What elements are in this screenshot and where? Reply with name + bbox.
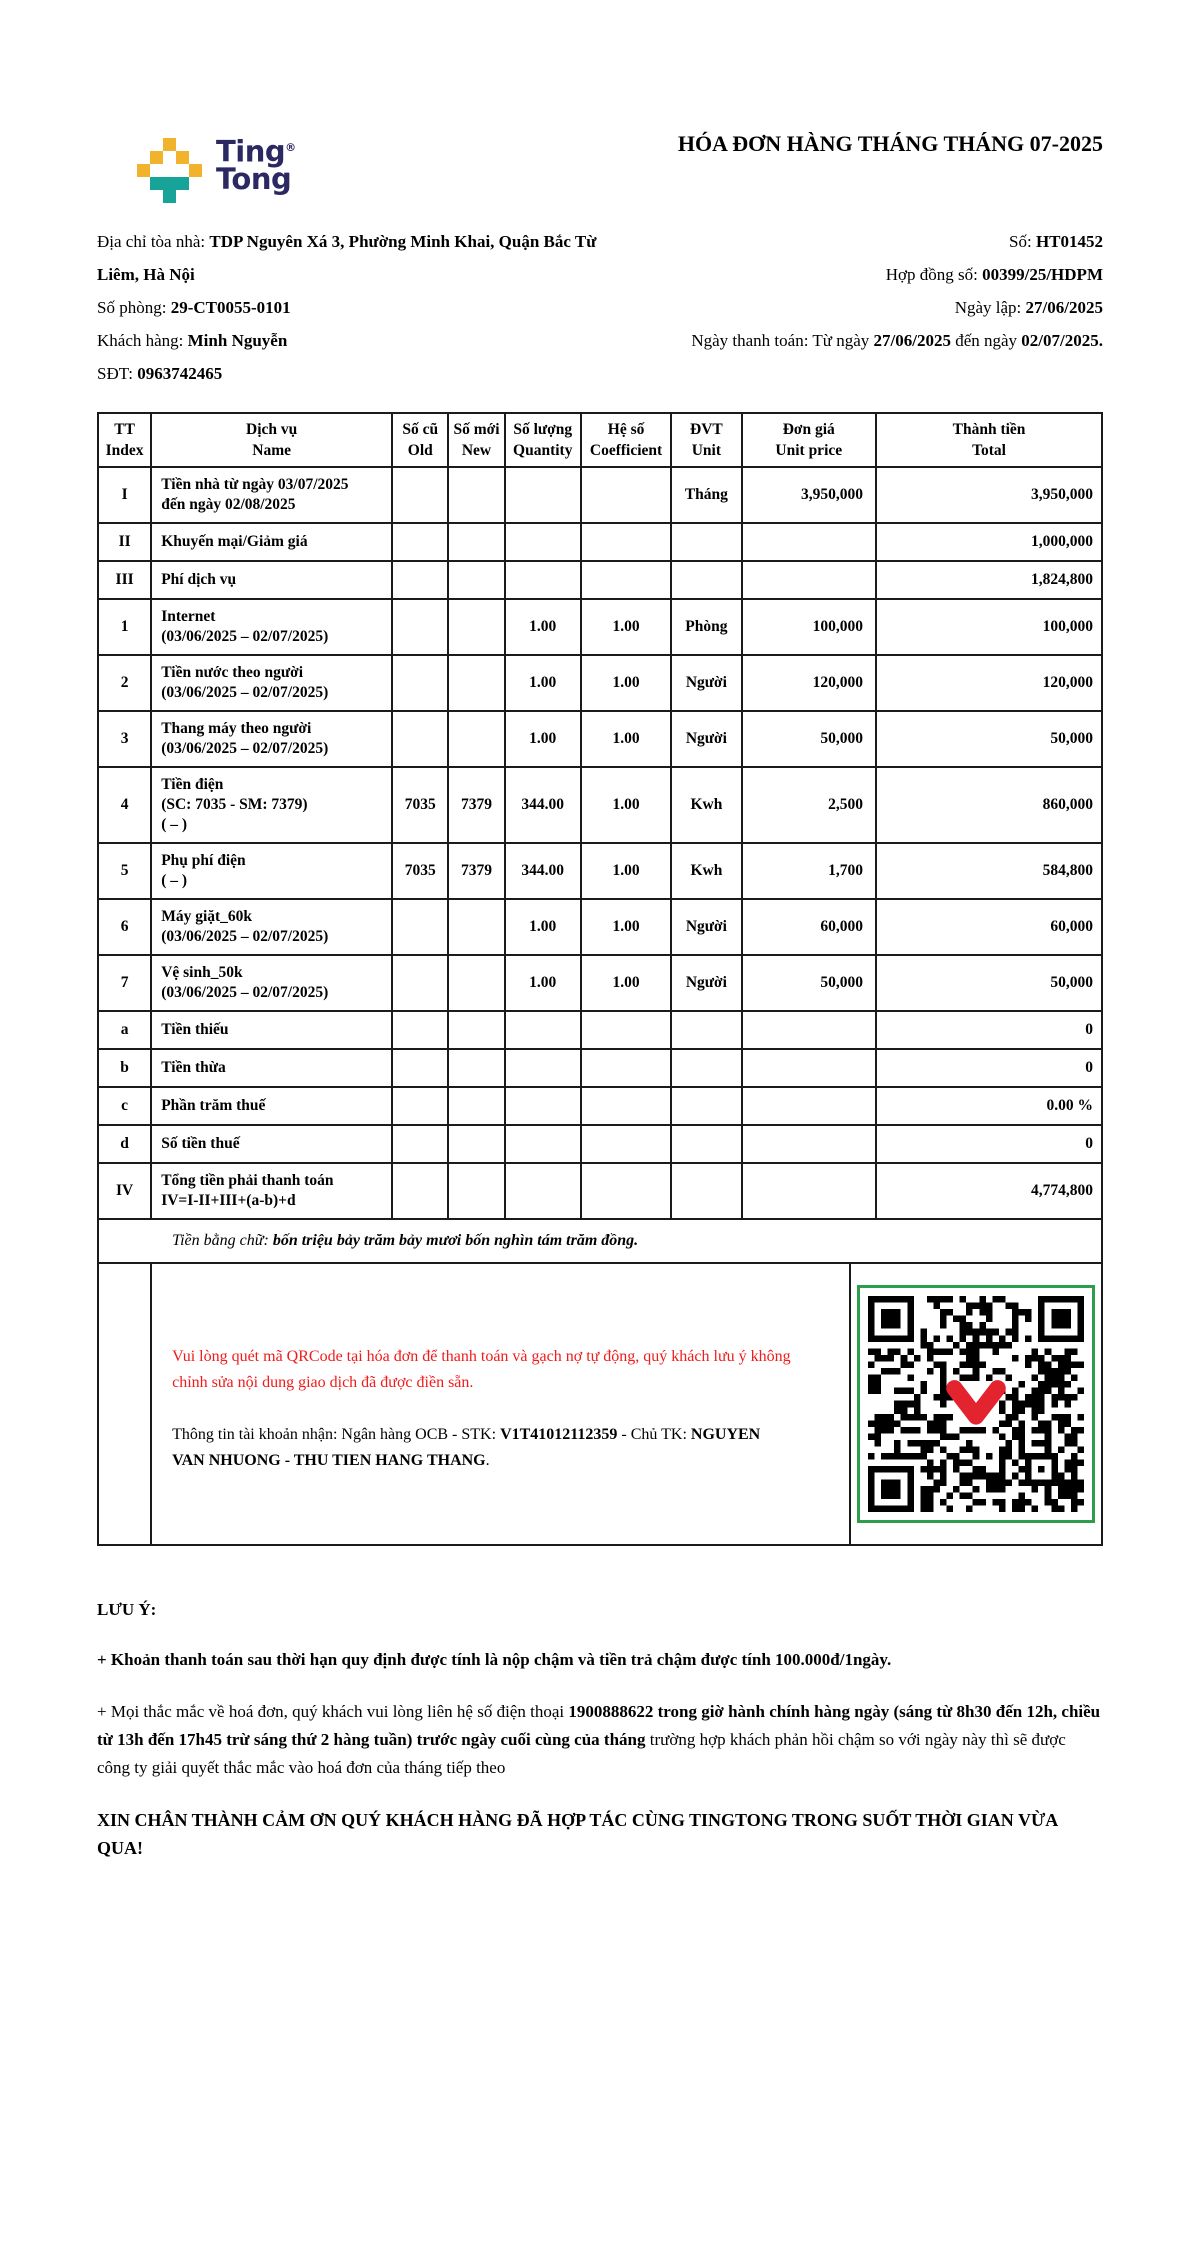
old-reading-cell — [392, 1087, 448, 1125]
quantity-cell — [505, 523, 581, 561]
old-reading-cell — [392, 599, 448, 655]
old-reading-cell — [392, 561, 448, 599]
unit-price-cell: 120,000 — [742, 655, 877, 711]
logo-gap — [163, 151, 176, 164]
table-row — [98, 767, 1102, 843]
logo-gap — [137, 177, 150, 190]
header-new: Số mới New — [448, 413, 504, 467]
unit-cell: Người — [671, 899, 741, 955]
quantity-cell — [505, 1125, 581, 1163]
total-cell: 1,824,800 — [876, 561, 1102, 599]
logo-pixel — [137, 164, 150, 177]
old-reading-cell — [392, 955, 448, 1011]
coefficient-cell — [581, 1125, 671, 1163]
contact-note: + Mọi thắc mắc về hoá đơn, quý khách vui lòng liên hệ số điện thoại 1900888622 trong giờ hành chính hàng ngày (sáng từ 8h30 đến 12h, chiều từ 13h đến 17h45 trừ sáng thứ 2 hàng tuần) trước ngày cuối cùng của tháng trường hợp khách phản hồi chậm so với ngày này thì sẽ được công ty giải quyết thắc mắc vào hoá đơn của tháng tiếp theo — [97, 1702, 1101, 1777]
header-quantity: Số lượng Quantity — [505, 413, 581, 467]
old-reading-cell — [392, 1011, 448, 1049]
logo-word-ting: Ting — [216, 134, 286, 169]
total-cell: 3,950,000 — [876, 467, 1102, 523]
unit-price-cell: 100,000 — [742, 599, 877, 655]
unit-price-cell — [742, 1125, 877, 1163]
logo-pixel — [189, 164, 202, 177]
tt-spacer-cell — [99, 1264, 152, 1544]
coefficient-cell — [581, 1163, 671, 1219]
service-name-cell: Tiền thiếu — [151, 1011, 392, 1049]
coefficient-cell: 1.00 — [581, 843, 671, 899]
logo-gap — [176, 190, 189, 203]
tt-cell: I — [98, 467, 151, 523]
invoice-number-line: Số: HT01452 — [1009, 232, 1103, 251]
info-section — [97, 225, 1103, 390]
table-row — [98, 655, 1102, 711]
total-cell: 0.00 % — [876, 1087, 1102, 1125]
new-reading-cell — [448, 1125, 504, 1163]
quantity-cell: 344.00 — [505, 767, 581, 843]
old-reading-cell — [392, 899, 448, 955]
page — [97, 0, 1103, 1862]
logo-gap — [189, 177, 202, 190]
unit-price-cell — [742, 561, 877, 599]
unit-cell: Người — [671, 955, 741, 1011]
old-reading-cell — [392, 1125, 448, 1163]
logo-gap — [137, 190, 150, 203]
logo-pixel — [163, 138, 176, 151]
new-reading-cell — [448, 955, 504, 1011]
unit-cell: Người — [671, 711, 741, 767]
coefficient-cell: 1.00 — [581, 711, 671, 767]
table-row — [98, 523, 1102, 561]
info-right-column — [603, 225, 1103, 390]
header-old: Số cũ Old — [392, 413, 448, 467]
new-reading-cell — [448, 561, 504, 599]
contract-number-line: Hợp đồng số: 00399/25/HDPM — [885, 265, 1103, 284]
old-reading-cell — [392, 655, 448, 711]
unit-cell — [671, 523, 741, 561]
building-address-line: Địa chỉ tòa nhà: TDP Nguyên Xá 3, Phường Minh Khai, Quận Bắc Từ Liêm, Hà Nội — [97, 232, 597, 284]
new-reading-cell — [448, 899, 504, 955]
table-row — [98, 955, 1102, 1011]
coefficient-cell — [581, 1049, 671, 1087]
coefficient-cell: 1.00 — [581, 599, 671, 655]
total-cell: 1,000,000 — [876, 523, 1102, 561]
service-name-cell: Vệ sinh_50k (03/06/2025 – 02/07/2025) — [151, 955, 392, 1011]
tt-cell: 1 — [98, 599, 151, 655]
qr-code-image — [868, 1296, 1084, 1512]
unit-price-cell: 50,000 — [742, 711, 877, 767]
coefficient-cell: 1.00 — [581, 655, 671, 711]
unit-price-cell: 60,000 — [742, 899, 877, 955]
unit-price-cell: 2,500 — [742, 767, 877, 843]
new-reading-cell — [448, 599, 504, 655]
qr-row — [97, 1264, 1103, 1546]
new-reading-cell — [448, 1011, 504, 1049]
service-name-cell: Phí dịch vụ — [151, 561, 392, 599]
service-name-cell: Tiền điện (SC: 7035 - SM: 7379) ( – ) — [151, 767, 392, 843]
total-cell: 860,000 — [876, 767, 1102, 843]
old-reading-cell: 7035 — [392, 767, 448, 843]
table-row — [98, 1125, 1102, 1163]
unit-price-cell — [742, 1049, 877, 1087]
coefficient-cell — [581, 1087, 671, 1125]
logo-pixel — [163, 177, 176, 190]
tt-cell: III — [98, 561, 151, 599]
tt-cell: b — [98, 1049, 151, 1087]
logo-word-tong: Tong — [216, 161, 292, 196]
unit-price-cell — [742, 523, 877, 561]
tt-cell: d — [98, 1125, 151, 1163]
service-name-cell: Internet (03/06/2025 – 02/07/2025) — [151, 599, 392, 655]
logo-pixel — [150, 177, 163, 190]
header — [97, 128, 1103, 203]
unit-cell: Kwh — [671, 843, 741, 899]
logo-gap — [150, 190, 163, 203]
new-reading-cell — [448, 1087, 504, 1125]
logo-gap — [176, 138, 189, 151]
table-row — [98, 711, 1102, 767]
quantity-cell — [505, 1049, 581, 1087]
logo-gap — [150, 164, 163, 177]
tt-cell: II — [98, 523, 151, 561]
new-reading-cell — [448, 1163, 504, 1219]
new-reading-cell — [448, 467, 504, 523]
total-cell: 0 — [876, 1049, 1102, 1087]
table-row — [98, 599, 1102, 655]
total-cell: 60,000 — [876, 899, 1102, 955]
table-row — [98, 1087, 1102, 1125]
coefficient-cell: 1.00 — [581, 955, 671, 1011]
table-row — [98, 467, 1102, 523]
tt-cell: 3 — [98, 711, 151, 767]
tt-cell: c — [98, 1087, 151, 1125]
unit-price-cell — [742, 1087, 877, 1125]
tt-cell: 6 — [98, 899, 151, 955]
new-reading-cell: 7379 — [448, 843, 504, 899]
logo-gap — [137, 138, 150, 151]
tt-cell: 2 — [98, 655, 151, 711]
old-reading-cell — [392, 523, 448, 561]
service-name-cell: Số tiền thuế — [151, 1125, 392, 1163]
header-unit-price: Đơn giá Unit price — [742, 413, 877, 467]
header-unit: ĐVT Unit — [671, 413, 741, 467]
quantity-cell: 1.00 — [505, 899, 581, 955]
quantity-cell: 1.00 — [505, 655, 581, 711]
old-reading-cell: 7035 — [392, 843, 448, 899]
header-tt: TT Index — [98, 413, 151, 467]
total-cell: 50,000 — [876, 955, 1102, 1011]
unit-price-cell: 3,950,000 — [742, 467, 877, 523]
unit-cell — [671, 1163, 741, 1219]
quantity-cell — [505, 467, 581, 523]
logo-gap — [150, 138, 163, 151]
new-reading-cell — [448, 711, 504, 767]
unit-cell — [671, 561, 741, 599]
old-reading-cell — [392, 1163, 448, 1219]
coefficient-cell — [581, 523, 671, 561]
notes-heading: LƯU Ý: — [97, 1600, 157, 1619]
service-name-cell: Tiền nước theo người (03/06/2025 – 02/07/2025) — [151, 655, 392, 711]
unit-cell: Kwh — [671, 767, 741, 843]
unit-cell — [671, 1087, 741, 1125]
new-reading-cell: 7379 — [448, 767, 504, 843]
invoice-title: HÓA ĐƠN HÀNG THÁNG THÁNG 07-2025 — [677, 131, 1103, 156]
logo-gap — [189, 190, 202, 203]
service-name-cell: Tiền thừa — [151, 1049, 392, 1087]
new-reading-cell — [448, 1049, 504, 1087]
tingtong-logo-icon — [137, 138, 202, 203]
quantity-cell — [505, 1011, 581, 1049]
thanks-note: XIN CHÂN THÀNH CẢM ƠN QUÝ KHÁCH HÀNG ĐÃ HỢP TÁC CÙNG TINGTONG TRONG SUỐT THỜI GIAN VỪA QUA! — [97, 1810, 1058, 1858]
table-row — [98, 1049, 1102, 1087]
quantity-cell: 1.00 — [505, 599, 581, 655]
coefficient-cell — [581, 467, 671, 523]
tt-cell: IV — [98, 1163, 151, 1219]
logo-wordmark — [216, 134, 296, 196]
total-cell: 0 — [876, 1011, 1102, 1049]
total-cell: 100,000 — [876, 599, 1102, 655]
table-row — [98, 843, 1102, 899]
quantity-cell: 344.00 — [505, 843, 581, 899]
service-name-cell: Phần trăm thuế — [151, 1087, 392, 1125]
service-name-cell: Khuyến mại/Giảm giá — [151, 523, 392, 561]
total-cell: 50,000 — [876, 711, 1102, 767]
header-coefficient: Hệ số Coefficient — [581, 413, 671, 467]
table-header-row — [98, 413, 1102, 467]
coefficient-cell: 1.00 — [581, 899, 671, 955]
table-row — [98, 1163, 1102, 1219]
total-cell: 4,774,800 — [876, 1163, 1102, 1219]
account-info: Thông tin tài khoản nhận: Ngân hàng OCB - STK: V1T41012112359 - Chủ TK: NGUYEN VAN NHUONG - THU TIEN HANG THANG. — [172, 1426, 761, 1469]
charges-table — [97, 412, 1103, 1220]
customer-line: Khách hàng: Minh Nguyễn — [97, 331, 288, 350]
tt-cell: a — [98, 1011, 151, 1049]
logo-pixel — [163, 190, 176, 203]
service-name-cell: Phụ phí điện ( – ) — [151, 843, 392, 899]
info-left-column — [97, 225, 597, 390]
logo-pixel — [150, 151, 163, 164]
service-name-cell: Tiền nhà từ ngày 03/07/2025 đến ngày 02/08/2025 — [151, 467, 392, 523]
payment-date-line: Ngày thanh toán: Từ ngày 27/06/2025 đến ngày 02/07/2025. — [691, 331, 1103, 350]
tt-cell: 4 — [98, 767, 151, 843]
tt-cell: 5 — [98, 843, 151, 899]
logo-gap — [137, 151, 150, 164]
header-service: Dịch vụ Name — [151, 413, 392, 467]
qr-code — [857, 1285, 1095, 1523]
charges-table-body — [98, 467, 1102, 1219]
tt-cell: 7 — [98, 955, 151, 1011]
logo-pixel — [176, 177, 189, 190]
coefficient-cell — [581, 561, 671, 599]
header-total: Thành tiền Total — [876, 413, 1102, 467]
registered-mark-icon: ® — [285, 141, 296, 154]
issue-date-line: Ngày lập: 27/06/2025 — [954, 298, 1103, 317]
quantity-cell — [505, 1087, 581, 1125]
tingtong-logo — [137, 134, 296, 203]
service-name-cell: Máy giặt_60k (03/06/2025 – 02/07/2025) — [151, 899, 392, 955]
logo-gap — [163, 164, 176, 177]
table-row — [98, 899, 1102, 955]
unit-price-cell: 1,700 — [742, 843, 877, 899]
late-fee-note: + Khoản thanh toán sau thời hạn quy định được tính là nộp chậm và tiền trả chậm được tính 100.000đ/1ngày. — [97, 1650, 892, 1669]
old-reading-cell — [392, 711, 448, 767]
table-row — [98, 1011, 1102, 1049]
quantity-cell — [505, 1163, 581, 1219]
footer-notes — [97, 1600, 1103, 1862]
unit-price-cell — [742, 1163, 877, 1219]
old-reading-cell — [392, 1049, 448, 1087]
logo-gap — [189, 138, 202, 151]
coefficient-cell — [581, 1011, 671, 1049]
unit-cell: Phòng — [671, 599, 741, 655]
unit-price-cell: 50,000 — [742, 955, 877, 1011]
quantity-cell — [505, 561, 581, 599]
unit-cell: Người — [671, 655, 741, 711]
unit-cell — [671, 1011, 741, 1049]
quantity-cell: 1.00 — [505, 955, 581, 1011]
unit-price-cell — [742, 1011, 877, 1049]
logo-pixel — [176, 151, 189, 164]
logo-gap — [189, 151, 202, 164]
new-reading-cell — [448, 523, 504, 561]
service-name-cell: Thang máy theo người (03/06/2025 – 02/07/2025) — [151, 711, 392, 767]
new-reading-cell — [448, 655, 504, 711]
unit-cell — [671, 1049, 741, 1087]
total-cell: 120,000 — [876, 655, 1102, 711]
amount-in-words: Tiền bằng chữ: bốn triệu bảy trăm bảy mươi bốn nghìn tám trăm đồng. — [172, 1232, 639, 1249]
old-reading-cell — [392, 467, 448, 523]
logo-gap — [176, 164, 189, 177]
service-name-cell: Tổng tiền phải thanh toán IV=I-II+III+(a-b)+d — [151, 1163, 392, 1219]
payment-instructions — [152, 1264, 848, 1544]
total-cell: 584,800 — [876, 843, 1102, 899]
table-row — [98, 561, 1102, 599]
phone-line: SĐT: 0963742465 — [97, 364, 223, 383]
total-cell: 0 — [876, 1125, 1102, 1163]
room-number-line: Số phòng: 29-CT0055-0101 — [97, 298, 291, 317]
amount-in-words-row — [97, 1220, 1103, 1264]
coefficient-cell: 1.00 — [581, 767, 671, 843]
unit-cell — [671, 1125, 741, 1163]
quantity-cell: 1.00 — [505, 711, 581, 767]
qr-code-cell — [849, 1264, 1102, 1544]
qr-warning-note: Vui lòng quét mã QRCode tại hóa đơn để thanh toán và gạch nợ tự động, quý khách lưu ý không chỉnh sửa nội dung giao dịch đã được điền sẵn. — [172, 1348, 791, 1391]
unit-cell: Tháng — [671, 467, 741, 523]
